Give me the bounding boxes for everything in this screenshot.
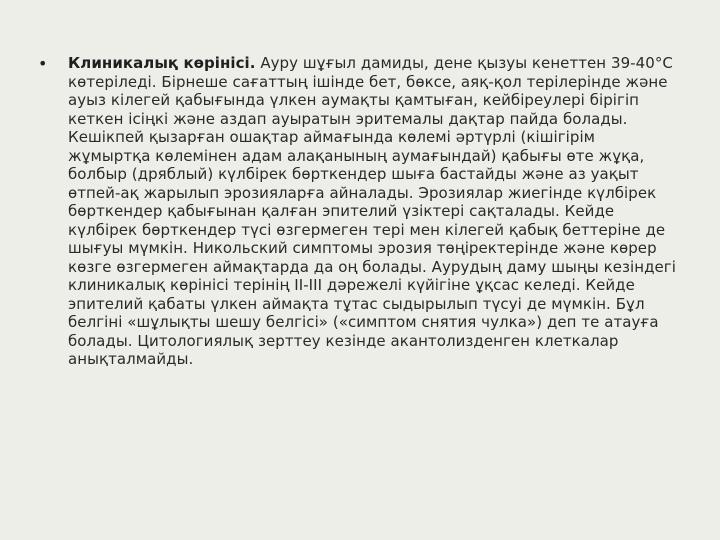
bullet-paragraph (38, 54, 682, 369)
bullet-marker: • (38, 54, 48, 73)
paragraph-body: Ауру шұғыл дамиды, дене қызуы кенеттен 39-40°С көтеріледі. Бірнеше сағаттың ішінде бет, бөксе, аяқ-қол терілерінде және ауыз кілегей қабығында үлкен аумақты қамтыған, кейбіреулері бірігіп кеткен ісіңкі және аздап ауыратын эритемалы дақтар пайда болады. Кешікпей қызарған ошақтар аймағында көлемі әртүрлі (кішігірім жұмыртқа көлемінен адам алақанының аумағындай) қабығы өте жұқа, болбыр (дряблый) күлбірек бөрткендер шыға бастайды және аз уақыт өтпей-ақ жарылып эрозияларға айналады. Эрозиялар жиегінде күлбірек бөрткендер қабығынан қалған эпителий үзіктері сақталады. Кейде күлбірек бөрткендер түсі өзгермеген тері мен кілегей қабық беттеріне де шығуы мүмкін. Никольский симптомы эрозия төңіректерінде және көрер көзге өзгермеген аймақтарда да оң болады. Аурудың даму шыңы кезіндегі клиникалық көрінісі терінің ІІ-ІІІ дәрежелі күйігіне ұқсас келеді. Кейде эпителий қабаты үлкен аймақта тұтас сыдырылып түсуі де мүмкін. Бұл белгіні «шұлықты шешу белгісі» («симптом снятия чулка») деп те атауға болады. Цитологиялық зерттеу кезінде акантолизденген клеткалар анықталмайды. (68, 54, 676, 368)
paragraph-heading: Клиникалық көрінісі. (68, 54, 256, 72)
paragraph-text (68, 54, 682, 369)
